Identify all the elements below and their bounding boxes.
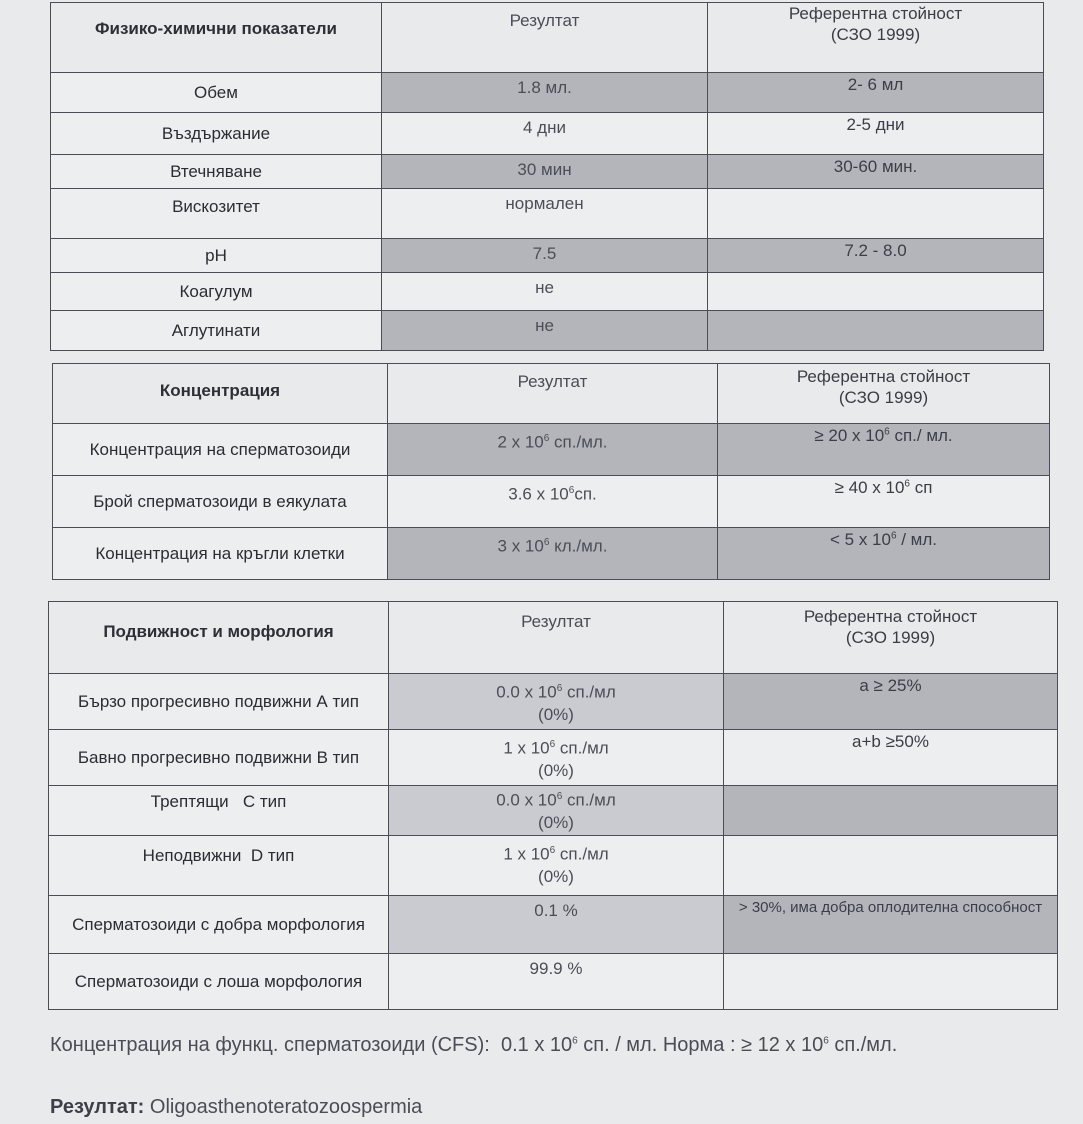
result-header: Резултат [382, 3, 708, 73]
cfs-label: Концентрация на функц. сперматозоиди (CFS): [50, 1034, 490, 1056]
param-cell: Втечняване [51, 155, 382, 189]
table-row [51, 239, 1044, 273]
result-cell: 0.0 x $10^6$ сп./мл (0%) [389, 786, 724, 836]
param-cell: Вискозитет [51, 189, 382, 239]
norm-value: ≥ 12 x $10^6$ сп./мл. [741, 1034, 898, 1056]
table-row [49, 674, 1058, 730]
conclusion-value: Oligoasthenoteratozoospermia [149, 1096, 423, 1118]
param-cell: Брой сперматозоиди в еякулата [53, 476, 388, 528]
table-row [53, 476, 1050, 528]
param-cell: Бързо прогресивно подвижни А тип [49, 674, 389, 730]
result-cell: 30 мин [382, 155, 708, 189]
result-cell: не [382, 311, 708, 351]
reference-header: Референтна стойност (СЗО 1999) [708, 3, 1044, 73]
reference-cell: 2-5 дни [708, 113, 1044, 155]
param-cell: Обем [51, 73, 382, 113]
param-cell: Коагулум [51, 273, 382, 311]
param-cell: Аглутинати [51, 311, 382, 351]
table-row [53, 528, 1050, 580]
result-cell: нормален [382, 189, 708, 239]
reference-cell: 30-60 мин. [708, 155, 1044, 189]
result-cell: 4 дни [382, 113, 708, 155]
reference-cell: > 30%, има добра оплодителна способност [724, 896, 1058, 954]
table-row [49, 896, 1058, 954]
result-cell: 99.9 % [389, 954, 724, 1010]
param-cell: Бавно прогресивно подвижни В тип [49, 730, 389, 786]
param-cell: Концентрация на кръгли клетки [53, 528, 388, 580]
param-cell: Неподвижни D тип [49, 836, 389, 896]
conclusion-label: Резултат: [50, 1096, 145, 1118]
reference-cell: < 5 x $10^6$ / мл. [718, 528, 1050, 580]
reference-cell: ≥ 40 x $10^6$ сп [718, 476, 1050, 528]
norm-label: Норма : [662, 1034, 736, 1056]
reference-cell [708, 189, 1044, 239]
physchem-header-row [51, 3, 1044, 73]
reference-cell: 7.2 - 8.0 [708, 239, 1044, 273]
table-row [49, 786, 1058, 836]
result-cell: 1 x $10^6$ сп./мл (0%) [389, 836, 724, 896]
motility-header-row [49, 602, 1058, 674]
table-row [49, 730, 1058, 786]
motility-param-header: Подвижност и морфология [49, 602, 389, 674]
result-cell: 2 x $10^6$ сп./мл. [388, 424, 718, 476]
param-cell: pH [51, 239, 382, 273]
reference-cell: a ≥ 25% [724, 674, 1058, 730]
reference-cell [708, 311, 1044, 351]
param-cell: Въздържание [51, 113, 382, 155]
reference-cell [724, 836, 1058, 896]
result-cell: 7.5 [382, 239, 708, 273]
table-row [51, 113, 1044, 155]
reference-cell: ≥ 20 x $10^6$ сп./ мл. [718, 424, 1050, 476]
reference-header: Референтна стойност (СЗО 1999) [718, 364, 1050, 424]
result-cell: 1.8 мл. [382, 73, 708, 113]
result-header: Резултат [389, 602, 724, 674]
reference-cell: 2- 6 мл [708, 73, 1044, 113]
result-cell: 3.6 x $10^6сп$. [388, 476, 718, 528]
physchem-table [50, 2, 1044, 351]
param-cell: Сперматозоиди с лоша морфология [49, 954, 389, 1010]
table-row [51, 189, 1044, 239]
cfs-value: 0.1 x $10^6$ сп. / мл. [500, 1034, 658, 1056]
param-cell: Концентрация на сперматозоиди [53, 424, 388, 476]
result-cell: 0.1 % [389, 896, 724, 954]
result-cell: 1 x $10^6$ сп./мл (0%) [389, 730, 724, 786]
conclusion-line [50, 1096, 422, 1119]
reference-cell [724, 954, 1058, 1010]
result-header: Резултат [388, 364, 718, 424]
table-row [49, 954, 1058, 1010]
table-row [49, 836, 1058, 896]
motility-table [48, 601, 1058, 1010]
table-row [51, 73, 1044, 113]
result-cell: 0.0 x $10^6$ сп./мл (0%) [389, 674, 724, 730]
concentration-header-row [53, 364, 1050, 424]
reference-cell [708, 273, 1044, 311]
reference-header: Референтна стойност (СЗО 1999) [724, 602, 1058, 674]
reference-cell [724, 786, 1058, 836]
table-row [53, 424, 1050, 476]
param-cell: Сперматозоиди с добра морфология [49, 896, 389, 954]
reference-cell: a+b ≥50% [724, 730, 1058, 786]
table-row [51, 311, 1044, 351]
concentration-table [52, 363, 1050, 580]
table-row [51, 155, 1044, 189]
result-cell: не [382, 273, 708, 311]
physchem-param-header: Физико-химични показатели [51, 3, 382, 73]
concentration-param-header: Концентрация [53, 364, 388, 424]
result-cell: 3 x $10^6$ кл./мл. [388, 528, 718, 580]
table-row [51, 273, 1044, 311]
cfs-line [50, 1034, 897, 1057]
param-cell: Трептящи С тип [49, 786, 389, 836]
